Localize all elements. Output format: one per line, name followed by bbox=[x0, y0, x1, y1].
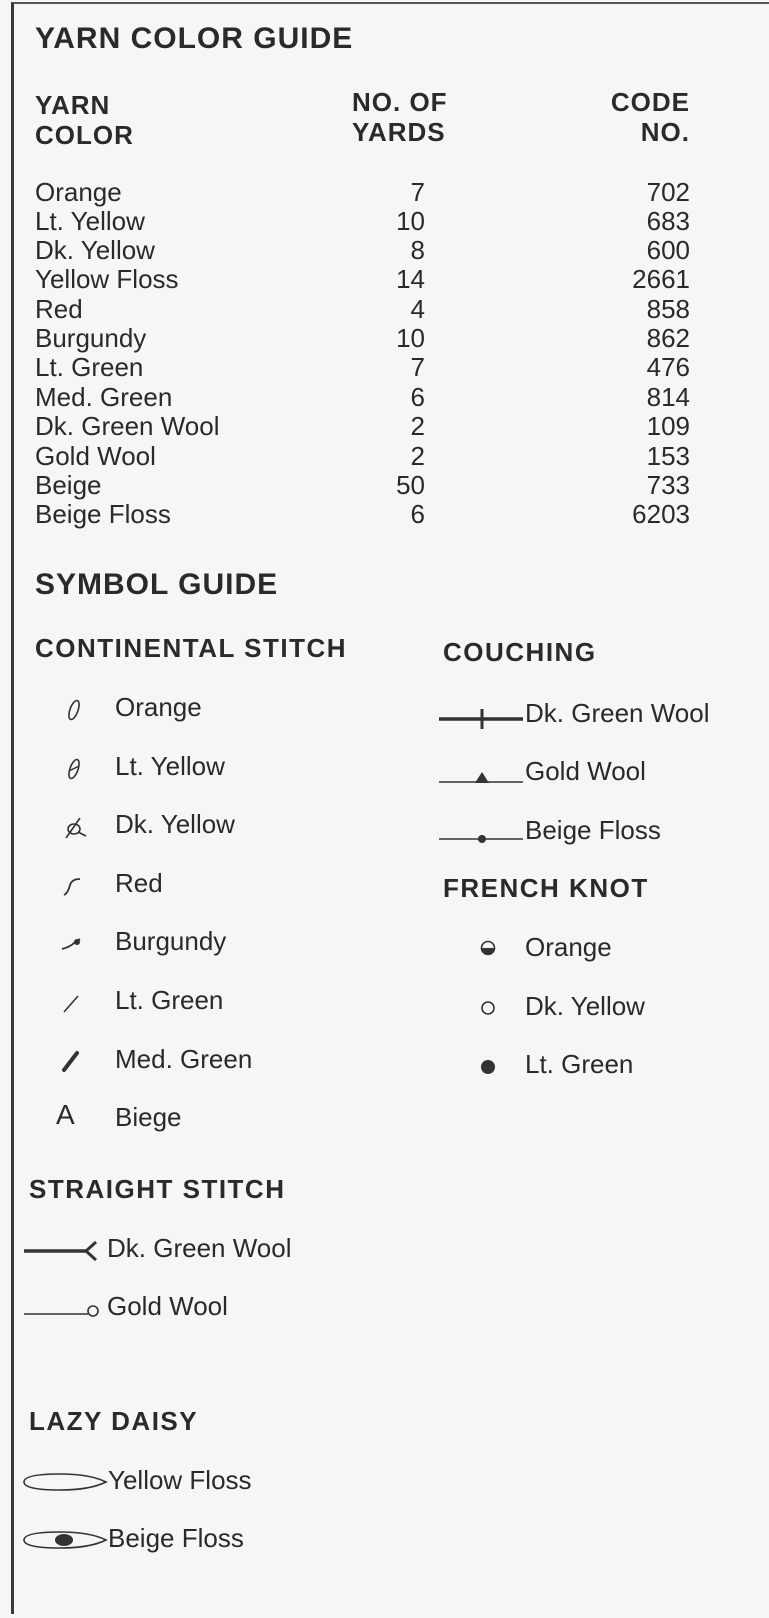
table-row bbox=[0, 264, 769, 294]
row-yards: 8 bbox=[410, 235, 425, 265]
row-code: 702 bbox=[646, 177, 690, 207]
couching-label: Beige Floss bbox=[525, 815, 661, 845]
header-code-line2: NO. bbox=[640, 117, 690, 147]
header-yards bbox=[352, 87, 448, 147]
oval-crossed-stitch-icon bbox=[60, 754, 88, 784]
table-row bbox=[0, 352, 769, 382]
table-row bbox=[0, 411, 769, 441]
row-yards: 6 bbox=[410, 499, 425, 529]
french-knot-label: Dk. Yellow bbox=[525, 991, 645, 1021]
continental-label: Red bbox=[115, 868, 163, 898]
lazy-daisy-label: Yellow Floss bbox=[108, 1465, 252, 1495]
half-circle-icon bbox=[476, 936, 500, 960]
row-color: Orange bbox=[35, 177, 122, 207]
row-yards: 50 bbox=[396, 470, 425, 500]
oval-stitch-icon bbox=[60, 695, 88, 725]
table-row bbox=[0, 382, 769, 412]
continental-label: Med. Green bbox=[115, 1044, 253, 1074]
continental-label: Biege bbox=[115, 1102, 182, 1132]
row-yards: 14 bbox=[396, 264, 425, 294]
straight-stitch-title: STRAIGHT STITCH bbox=[29, 1174, 286, 1204]
row-code: 153 bbox=[646, 441, 690, 471]
straight-stitch-label: Gold Wool bbox=[107, 1291, 228, 1321]
header-yards-line1: NO. OF bbox=[352, 87, 448, 117]
row-code: 862 bbox=[646, 323, 690, 353]
lazy-daisy-title: LAZY DAISY bbox=[29, 1406, 199, 1436]
open-circle-icon bbox=[476, 996, 500, 1020]
header-code bbox=[590, 87, 690, 147]
row-code: 2661 bbox=[632, 264, 690, 294]
petal-filled-icon bbox=[20, 1527, 110, 1553]
straight-stitch-label: Dk. Green Wool bbox=[107, 1233, 292, 1263]
filled-circle-icon bbox=[476, 1055, 500, 1079]
continental-label: Lt. Green bbox=[115, 985, 224, 1015]
header-code-line1: CODE bbox=[610, 87, 690, 117]
row-yards: 10 bbox=[396, 323, 425, 353]
table-row bbox=[0, 177, 769, 207]
line-dot-icon bbox=[437, 822, 527, 848]
couching-label: Dk. Green Wool bbox=[525, 698, 710, 728]
header-color-line2: COLOR bbox=[35, 120, 134, 150]
table-row bbox=[0, 470, 769, 500]
table-row bbox=[0, 206, 769, 236]
row-code: 109 bbox=[646, 411, 690, 441]
row-color: Lt. Green bbox=[35, 352, 144, 382]
header-color-line1: YARN bbox=[35, 90, 111, 120]
row-code: 733 bbox=[646, 470, 690, 500]
row-yards: 7 bbox=[410, 177, 425, 207]
row-code: 600 bbox=[646, 235, 690, 265]
row-color: Red bbox=[35, 294, 83, 324]
petal-icon bbox=[20, 1469, 110, 1495]
continental-label: Burgundy bbox=[115, 926, 227, 956]
row-color: Beige Floss bbox=[35, 499, 171, 529]
row-color: Dk. Green Wool bbox=[35, 411, 220, 441]
row-color: Yellow Floss bbox=[35, 264, 179, 294]
row-yards: 4 bbox=[410, 294, 425, 324]
table-row bbox=[0, 441, 769, 471]
table-row bbox=[0, 294, 769, 324]
table-row bbox=[0, 235, 769, 265]
row-code: 476 bbox=[646, 352, 690, 382]
line-cross-icon bbox=[437, 706, 527, 732]
row-color: Dk. Yellow bbox=[35, 235, 155, 265]
row-yards: 6 bbox=[410, 382, 425, 412]
curve-stitch-icon bbox=[58, 871, 88, 901]
continental-label: Orange bbox=[115, 692, 202, 722]
row-yards: 10 bbox=[396, 206, 425, 236]
row-code: 858 bbox=[646, 294, 690, 324]
continental-stitch-title: CONTINENTAL STITCH bbox=[35, 633, 348, 663]
continental-label: Lt. Yellow bbox=[115, 751, 225, 781]
french-knot-title: FRENCH KNOT bbox=[443, 873, 649, 903]
table-row bbox=[0, 499, 769, 529]
row-color: Beige bbox=[35, 470, 102, 500]
line-triangle-icon bbox=[437, 764, 527, 790]
row-code: 683 bbox=[646, 206, 690, 236]
row-color: Med. Green bbox=[35, 382, 173, 412]
symbol-guide-title: SYMBOL GUIDE bbox=[35, 568, 279, 601]
line-arrow-icon bbox=[22, 1238, 102, 1264]
row-yards: 2 bbox=[410, 411, 425, 441]
row-color: Burgundy bbox=[35, 323, 147, 353]
row-yards: 7 bbox=[410, 352, 425, 382]
couching-title: COUCHING bbox=[443, 637, 597, 667]
header-yards-line2: YARDS bbox=[352, 117, 446, 147]
french-knot-label: Lt. Green bbox=[525, 1049, 634, 1079]
page-title: YARN COLOR GUIDE bbox=[35, 22, 354, 55]
letter-a-icon: A bbox=[56, 1099, 75, 1130]
row-color: Lt. Yellow bbox=[35, 206, 145, 236]
loop-stitch-icon bbox=[58, 812, 90, 842]
row-yards: 2 bbox=[410, 441, 425, 471]
continental-label: Dk. Yellow bbox=[115, 809, 235, 839]
header-yarn-color bbox=[35, 90, 134, 150]
curve-dot-stitch-icon bbox=[58, 929, 88, 959]
couching-label: Gold Wool bbox=[525, 756, 646, 786]
row-code: 814 bbox=[646, 382, 690, 412]
row-color: Gold Wool bbox=[35, 441, 156, 471]
line-circle-icon bbox=[22, 1297, 102, 1323]
french-knot-label: Orange bbox=[525, 932, 612, 962]
table-row bbox=[0, 323, 769, 353]
lazy-daisy-label: Beige Floss bbox=[108, 1523, 244, 1553]
thin-slash-icon bbox=[58, 988, 88, 1018]
thick-slash-icon bbox=[58, 1046, 88, 1076]
row-code: 6203 bbox=[632, 499, 690, 529]
